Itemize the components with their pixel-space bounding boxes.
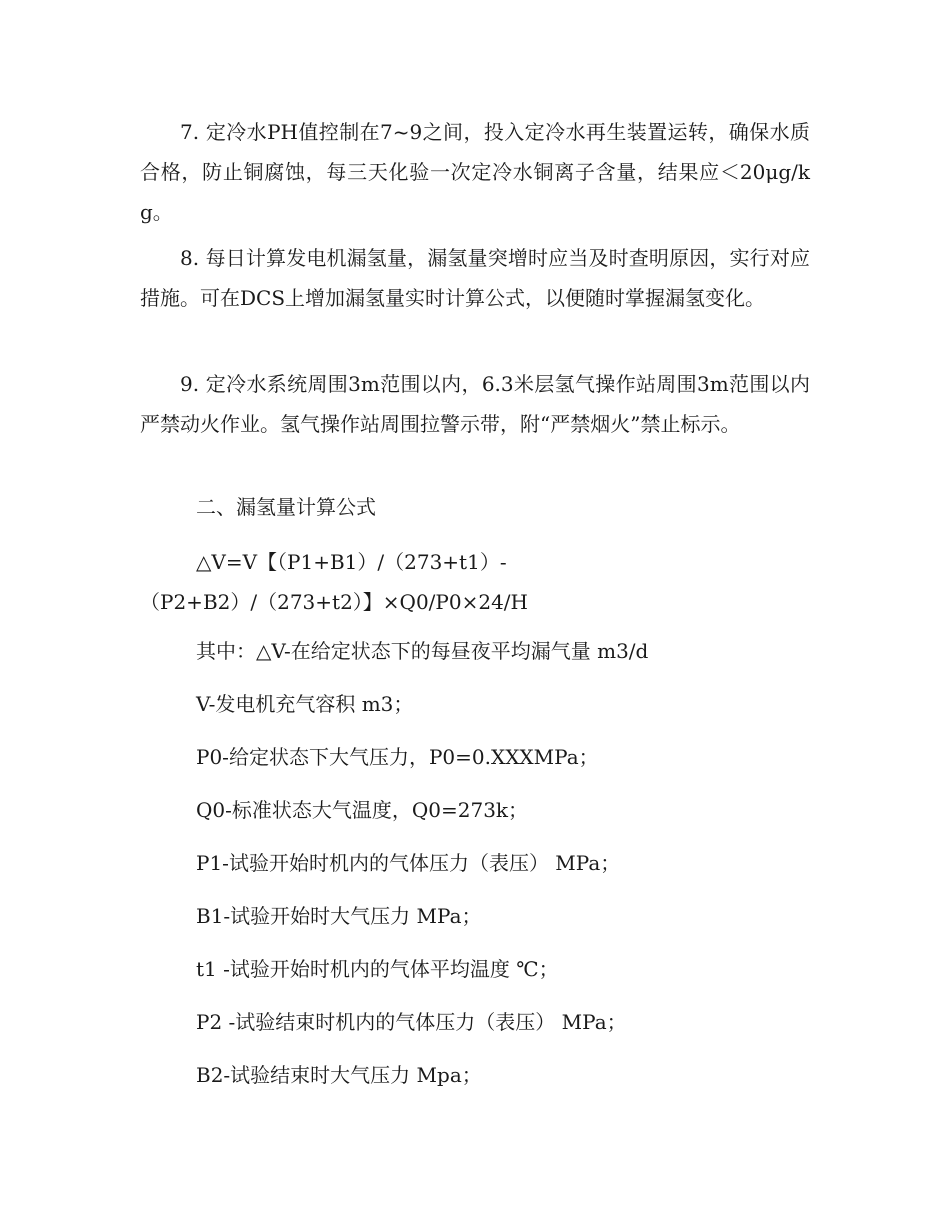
leak-formula	[140, 542, 820, 622]
definition-t1: t1 -试验开始时机内的气体平均温度 ℃；	[196, 957, 559, 981]
paragraph-item-7: 7. 定冷水PH值控制在7~9之间，投入定冷水再生装置运转，确保水质合格，防止铜腐蚀，每三天化验一次定冷水铜离子含量，结果应＜20μg/kg。	[140, 120, 810, 224]
definition-p1: P1-试验开始时机内的气体压力（表压） MPa；	[196, 851, 621, 875]
definition-delta-v: 其中：△V-在给定状态下的每昼夜平均漏气量 m3/d	[196, 639, 649, 663]
definition-q0: Q0-标准状态大气温度，Q0=273k；	[196, 798, 529, 822]
definition-p2: P2 -试验结束时机内的气体压力（表压） MPa；	[196, 1010, 627, 1034]
paragraph-item-9: 9. 定冷水系统周围3m范围以内，6.3米层氢气操作站周围3m范围以内严禁动火作业。氢气操作站周围拉警示带，附“严禁烟火”禁止标示。	[140, 372, 810, 436]
formula-line-1: △V=V【（P1+B1）/（273+t1）-	[196, 550, 507, 574]
definition-b1: B1-试验开始时大气压力 MPa；	[196, 904, 482, 928]
formula-line-2: （P2+B2）/（273+t2）】×Q0/P0×24/H	[140, 590, 528, 614]
paragraph-item-8: 8. 每日计算发电机漏氢量，漏氢量突增时应当及时查明原因，实行对应措施。可在DCS上增加漏氢量实时计算公式，以便随时掌握漏氢变化。	[140, 246, 810, 310]
section-title: 二、漏氢量计算公式	[196, 495, 376, 519]
definition-p0: P0-给定状态下大气压力，P0=0.XXXMPa；	[196, 745, 599, 769]
definition-v: V-发电机充气容积 m3；	[196, 692, 414, 716]
definition-b2: B2-试验结束时大气压力 Mpa；	[196, 1063, 482, 1087]
